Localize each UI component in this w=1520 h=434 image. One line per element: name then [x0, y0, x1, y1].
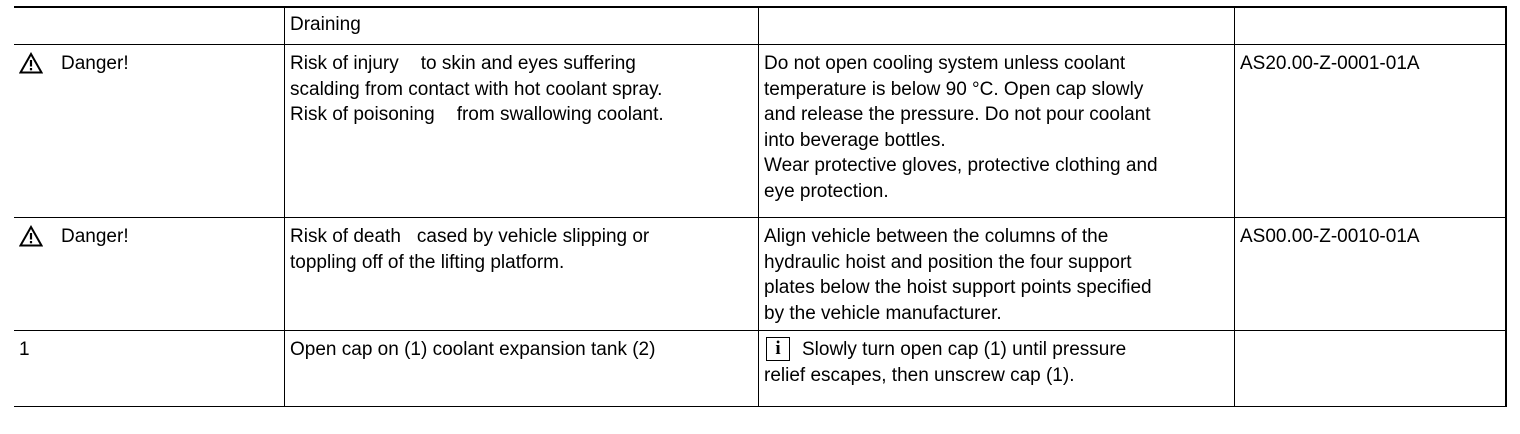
step-note-cell: [759, 331, 1235, 407]
risk-title: Risk of death: [290, 226, 401, 247]
reference-code: AS00.00-Z-0010-01A: [1240, 226, 1420, 247]
measure-line: Align vehicle between the columns of the: [764, 226, 1109, 247]
step-reference-empty: [1235, 331, 1507, 407]
measure-line: eye protection.: [764, 180, 889, 202]
risk-text: to skin and eyes suffering: [420, 53, 636, 74]
measures-cell: [759, 45, 1235, 218]
risk-text: from swallowing coolant.: [456, 104, 664, 125]
risk-cell: [285, 218, 759, 331]
info-icon: i: [766, 337, 790, 361]
measure-line: Do not open cooling system unless coolant: [764, 53, 1126, 74]
note-text: Slowly turn open cap (1) until pressure: [802, 339, 1127, 360]
measure-line: plates below the hoist support points specified: [764, 277, 1152, 298]
reference-code: AS20.00-Z-0001-01A: [1240, 53, 1420, 74]
warning-triangle-icon: [19, 225, 43, 255]
reference-cell: [1235, 218, 1507, 331]
header-cell-empty: [14, 7, 285, 45]
measures-cell: [759, 218, 1235, 331]
warning-label: Danger!: [61, 226, 129, 247]
step-action: Open cap on (1) coolant expansion tank (2): [285, 331, 759, 407]
danger-row-hoist: [14, 218, 1506, 331]
warning-cell: [14, 218, 285, 331]
step-row: [14, 331, 1506, 407]
measure-line: hydraulic hoist and position the four support: [764, 251, 1132, 273]
risk-text: cased by vehicle slipping or: [416, 226, 650, 247]
risk-title: Risk of poisoning: [290, 104, 435, 125]
reference-cell: [1235, 45, 1507, 218]
measure-line: temperature is below 90 °C. Open cap slowly: [764, 78, 1144, 100]
measure-line: Wear protective gloves, protective clothing and: [764, 155, 1158, 176]
header-row: [14, 7, 1506, 45]
warning-cell: [14, 45, 285, 218]
header-cell-empty: [1235, 7, 1507, 45]
risk-title: Risk of injury: [290, 53, 399, 74]
header-cell-empty: [759, 7, 1235, 45]
measure-line: by the vehicle manufacturer.: [764, 302, 1002, 324]
risk-cell: [285, 45, 759, 218]
step-number: 1: [14, 331, 285, 407]
danger-row-coolant: [14, 45, 1506, 218]
section-title: Draining: [285, 7, 759, 45]
warning-triangle-icon: [19, 52, 43, 82]
risk-text: toppling off of the lifting platform.: [290, 251, 565, 273]
procedure-table: [14, 6, 1507, 407]
note-text: relief escapes, then unscrew cap (1).: [764, 364, 1075, 386]
risk-text: scalding from contact with hot coolant spray.: [290, 78, 663, 100]
warning-label: Danger!: [61, 53, 129, 74]
measure-line: and release the pressure. Do not pour coolant: [764, 104, 1151, 125]
measure-line: into beverage bottles.: [764, 129, 946, 151]
